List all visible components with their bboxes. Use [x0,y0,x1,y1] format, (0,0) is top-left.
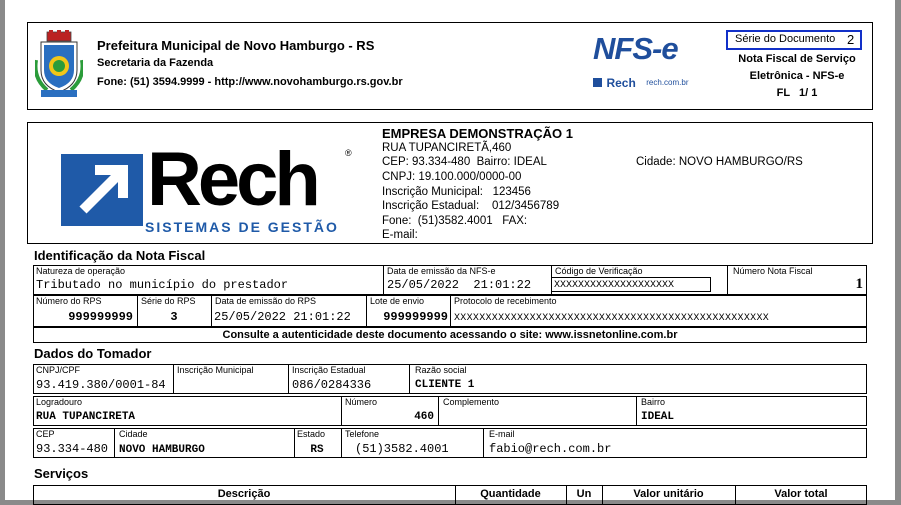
serie-documento-label: Série do Documento [735,33,836,45]
data-rps-value: 25/05/2022 21:01:22 [214,310,351,324]
col-valor-unitario: Valor unitário [633,488,704,500]
tomador-logradouro-label: Logradouro [36,397,83,407]
numero-nota-value: 1 [855,276,863,292]
serie-rps-value: 3 [170,310,178,324]
emitter-email: E-mail: [382,229,418,241]
emitter-fone-fax: Fone: (51)3582.4001 FAX: [382,215,528,227]
tomador-razao-value: CLIENTE 1 [415,379,475,391]
tomador-cnpj-value: 93.419.380/0001-84 [36,378,166,392]
tomador-cidade-value: NOVO HAMBURGO [119,444,205,456]
tomador-complemento-label: Complemento [443,397,500,407]
tomador-email-value: fabio@rech.com.br [489,442,612,456]
protocolo-label: Protocolo de recebimento [454,296,557,306]
rech-small-site: rech.com.br [646,78,689,88]
city-crest-icon [35,30,83,100]
tomador-cep-label: CEP [36,429,55,439]
rech-logo-word: Rech [147,137,317,222]
fone-site-text: Fone: (51) 3594.9999 - http://www.novohamburgo.rs.gov.br [97,76,403,88]
tomador-telefone-label: Telefone [345,429,380,439]
emitter-cidade: Cidade: NOVO HAMBURGO/RS [636,156,803,168]
nfse-document [5,0,895,500]
doc-type-line1: Nota Fiscal de Serviço [738,53,856,65]
tomador-cnpj-label: CNPJ/CPF [36,365,81,375]
tomador-ie-value: 086/0284336 [292,378,372,392]
rech-arrow-logo-icon [61,154,143,226]
data-emissao-nfse-value: 25/05/2022 21:01:22 [387,278,532,292]
lote-envio-value: 999999999 [383,310,448,324]
emitter-cnpj: CNPJ: 19.100.000/0000-00 [382,171,522,183]
emitter-name: EMPRESA DEMONSTRAÇÃO 1 [382,126,573,141]
numero-nota-label: Número Nota Fiscal [733,266,813,276]
emitter-im: Inscrição Municipal: 123456 [382,186,531,198]
data-emissao-nfse-label: Data de emissão da NFS-e [387,266,496,276]
serie-rps-label: Série do RPS [141,296,196,306]
col-descricao: Descrição [217,488,271,500]
natureza-value: Tributado no município do prestador [36,278,289,292]
tomador-numero-label: Número [345,397,378,407]
serie-documento-value: 2 [847,32,855,47]
emitter-ie: Inscrição Estadual: 012/3456789 [382,200,560,212]
consulte-text: Consulte a autenticidade deste documento acessando o site: www.issnetonline.com.br [222,329,678,341]
doc-type-line2: Eletrônica - NFS-e [749,70,845,82]
emitter-street: RUA TUPANCIRETÃ,460 [382,142,512,154]
nfse-logo: NFS-e [593,31,678,66]
tomador-bairro-value: IDEAL [641,411,675,423]
prefeitura-title: Prefeitura Municipal de Novo Hamburgo - RS [97,38,375,53]
numero-rps-value: 999999999 [68,310,133,324]
codigo-verificacao-value: XXXXXXXXXXXXXXXXXXXX [554,280,675,291]
servicos-title: Serviços [34,466,89,481]
tomador-cep-value: 93.334-480 [36,442,109,456]
numero-rps-label: Número do RPS [36,296,102,306]
tomador-ie-label: Inscrição Estadual [292,365,366,375]
col-quantidade: Quantidade [480,488,541,500]
rech-logo-tagline: SISTEMAS DE GESTÃO [145,219,339,235]
tomador-bairro-label: Bairro [641,397,666,407]
data-rps-label: Data de emissão do RPS [215,296,317,306]
rech-small-word: Rech [606,75,636,90]
tomador-numero-value: 460 [414,411,434,423]
registered-icon: ® [345,148,352,158]
emitter-cep-bairro: CEP: 93.334-480 Bairro: IDEAL [382,156,547,168]
tomador-title: Dados do Tomador [34,346,152,361]
protocolo-value: XXXXXXXXXXXXXXXXXXXXXXXXXXXXXXXXXXXXXXXXXXXXXXXXXX [454,313,770,324]
rech-logo [61,137,361,236]
tomador-email-label: E-mail [489,429,515,439]
tomador-telefone-value: (51)3582.4001 [355,442,449,456]
col-valor-total: Valor total [774,488,828,500]
identificacao-title: Identificação da Nota Fiscal [34,248,206,263]
secretaria-text: Secretaria da Fazenda [97,57,214,69]
natureza-label: Natureza de operação [36,266,126,276]
lote-envio-label: Lote de envio [370,296,425,306]
col-un: Un [576,488,592,500]
rech-small-logo [593,74,688,88]
tomador-logradouro-value: RUA TUPANCIRETA [36,411,136,423]
tomador-cidade-label: Cidade [119,429,148,439]
folha-text: FL 1/ 1 [776,87,818,99]
tomador-estado-label: Estado [297,429,326,439]
rech-arrow-icon [593,78,602,87]
codigo-verificacao-label: Código de Verificação [555,266,643,276]
tomador-im-label: Inscrição Municipal [177,365,254,375]
tomador-razao-label: Razão social [415,365,467,375]
tomador-estado-value: RS [310,444,324,456]
